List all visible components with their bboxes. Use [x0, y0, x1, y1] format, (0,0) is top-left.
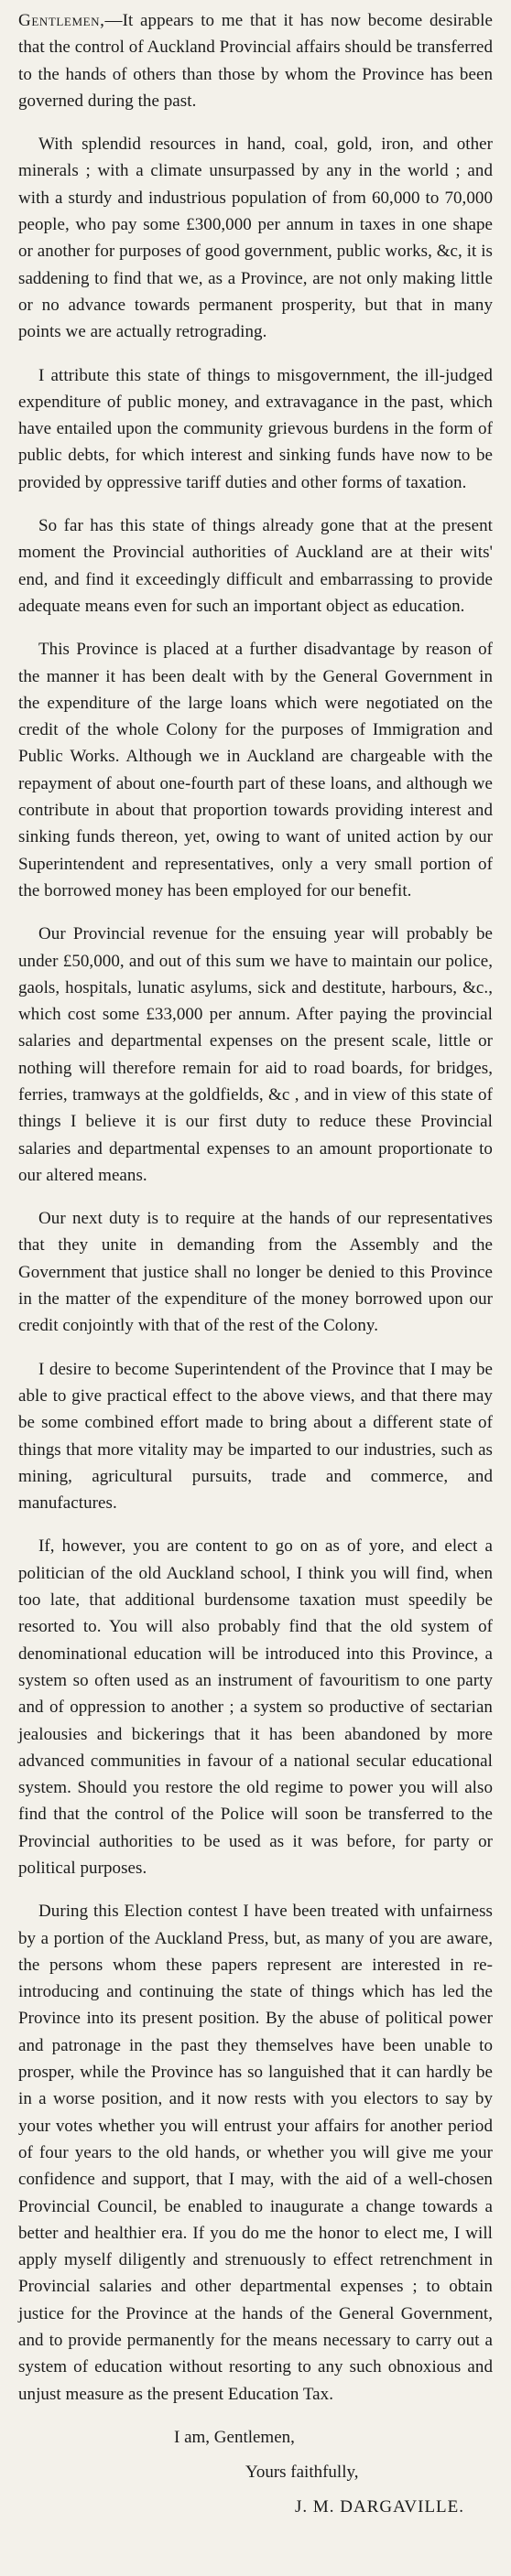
opening-paragraph — [18, 7, 493, 114]
paragraph-representatives: Our next duty is to require at the hands of our representatives that they unite in demanding from the Assembly and the Government that justice shall no longer be denied to this Province in the matter of the expenditure of the money borrowed upon our credit conjointly with that of the rest of the Colony. — [18, 1209, 493, 1336]
paragraph-election-contest: During this Election contest I have been treated with unfairness by a portion of the Auckland Press, but, as many of you are aware, the persons whom these papers represent are interested in re-introducing and continuing the state of things which has led the Province into its present position. By the abuse of political power and patronage in the past they themselves have been unable to prosper, while the Province has so languished that it can hardly be in a worse position, and it now rests with you electors to say by your votes whether you will entrust your affairs for another period of four years to the old hands, or whether you will give me your confidence and support, that I may, with the aid of a well-chosen Provincial Council, be enabled to inaugurate a change towards a better and healthier era. If you do me the honor to elect me, I will apply myself diligently and strenuously to effect retrenchment in Provincial salaries and other departmental expenses ; to obtain justice for the Province at the hands of the General Government, and to provide permanently for the means necessary to carry out a system of education without resorting to any such obnoxious and unjust measure as the present Education Tax. — [18, 1902, 493, 2404]
paragraph-misgovernment: I attribute this state of things to misgovernment, the ill-judged expenditure of public money, and extravagance in the past, which have entailed upon the community grievous burdens in the form of public debts, for which interest and sinking funds have now to be provided by oppressive tariff duties and other forms of taxation. — [18, 365, 493, 492]
salutation-lead: Gentlemen, — [18, 11, 105, 30]
paragraph-education-funding: So far has this state of things already gone that at the present moment the Provincial authorities of Auckland are at their wits' end, and find it exceedingly difficult and embarrassing to provide adequate means even for such an important object as education. — [18, 516, 493, 616]
closing-salutation: I am, Gentlemen, — [174, 2427, 295, 2447]
paragraph-resources: With splendid resources in hand, coal, gold, iron, and other minerals ; with a climate unsurpassed by any in the world ; and with a sturdy and industrious population of from 60,000 to 70,000 people, who pay some £300,000 per annum in taxes in one shape or another for purposes of good government, public works, &c, it is saddening to find that we, as a Province, are not only making little or no advance towards permanent prosperity, but that in many points we are actually retrograding. — [18, 135, 493, 342]
closing-block — [18, 2424, 493, 2521]
paragraph-superintendent: I desire to become Superintendent of the Province that I may be able to give practical effect to the above views, and that there may be some combined effort made to bring about a different state of things that more vitality may be imparted to our industries, such as mining, agricultural pursuits, trade and commerce, and manufactures. — [18, 1359, 493, 1514]
paragraph-revenue: Our Provincial revenue for the ensuing year will probably be under £50,000, and out of this sum we have to maintain our police, gaols, hospitals, lunatic asylums, sick and destitute, harbours, &c., which cost some £33,000 per annum. After paying the provincial salaries and departmental expenses on the present scale, little or nothing will therefore remain for aid to road boards, for bridges, ferries, tramways at the goldfields, &c , and in view of this state of things I believe it is our first duty to reduce these Provincial salaries and departmental expenses to an amount proportionate to our altered means. — [18, 924, 493, 1185]
signature: J. M. DARGAVILLE. — [295, 2496, 465, 2517]
paragraph-loans: This Province is placed at a further disadvantage by reason of the manner it has been dealt with by the General Government in the expenditure of the large loans which were negotiated on the credit of the whole Colony for the purposes of Immigration and Public Works. Although we in Auckland are chargeable with the repayment of about one-fourth part of these loans, and although we contribute in about that proportion towards providing interest and sinking funds thereon, yet, owing to want of united action by our Superintendent and representatives, only a very small portion of the borrowed money has been employed for our benefit. — [18, 640, 493, 900]
letter-body — [18, 7, 493, 2521]
paragraph-text: —It appears to me that it has now become desirable that the control of Auckland Provincial affairs should be transferred to the hands of others than those by whom the Province has been governed during the past. — [18, 11, 493, 111]
closing-phrase: Yours faithfully, — [245, 2462, 359, 2482]
paragraph-old-school: If, however, you are content to go on as of yore, and elect a politician of the old Auckland school, I think you will find, when too late, that additional burdensome taxation must speedily be resorted to. You will also probably find that the old system of denominational education will be introduced into this Province, a system so often used as an instrument of favouritism to one party and of oppression to another ; a system so productive of sectarian jealousies and bickerings that it has been abandoned by more advanced communities in favour of a national secular educational system. Should you restore the old regime to power you will also find that the control of the Police will soon be transferred to the Provincial authorities to be used as it was before, for party or political purposes. — [18, 1536, 493, 1878]
